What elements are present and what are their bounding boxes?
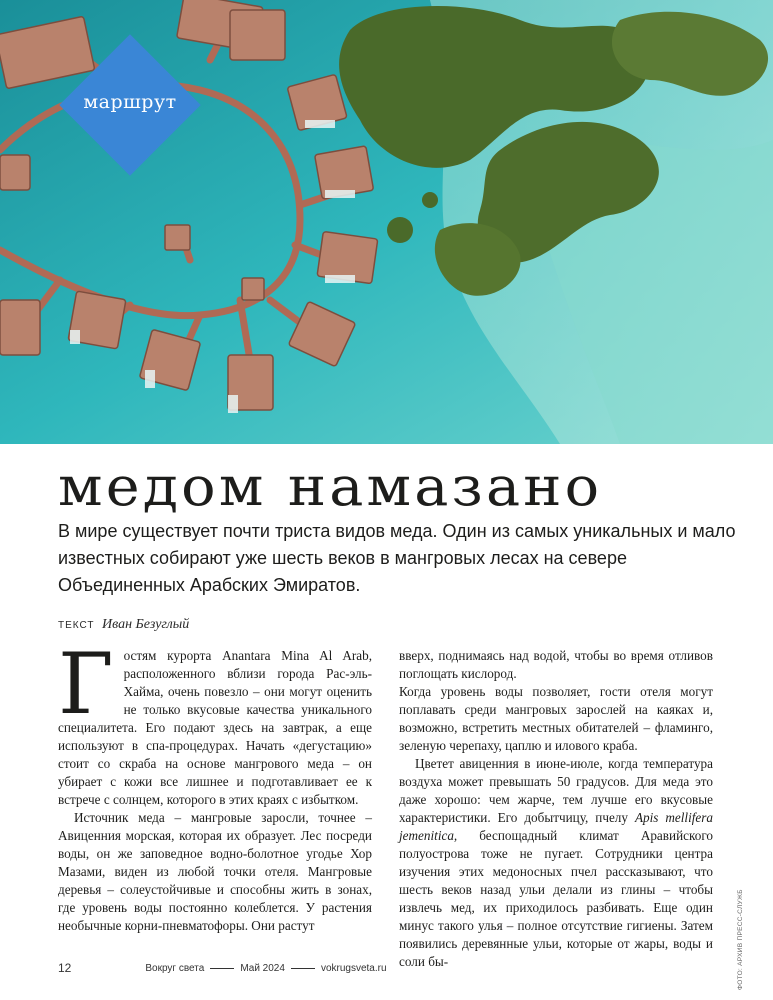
- text-column-left: [58, 635, 372, 935]
- paragraph-text: Цветет авиценния в июне-июле, когда температура воздуха может превышать 50 градусов. Для меда это даже хорошо: чем жарче, тем лучше его вкусовые характеристики. Его добытчицу, пчелу: [399, 756, 713, 825]
- paragraph-text: беспощадный климат Аравийского полуострова тоже не пугает. Сотрудники центра изучения этих медоносных пчел рассказывают, что шесть веков назад ульи делали из глины – чтобы извлечь мед, их приходилось разбивать. Еще один минус такого улья – полное отсутствие гигиены. Затем появились деревянные ульи, которые от жары, воды и соли бы-: [399, 828, 713, 969]
- paragraph: [399, 755, 713, 971]
- byline-label: ТЕКСТ: [58, 620, 95, 631]
- paragraph: Когда уровень воды позволяет, гости отеля могут поплавать среди мангровых зарослей на каяках и, возможно, встретить местных обитателей – фламинго, зеленую черепаху, цаплю и илового краба.: [399, 684, 713, 753]
- paragraph: [58, 635, 372, 809]
- photo-credit: ФОТО: АРХИВ ПРЕСС-СЛУЖБ: [737, 889, 744, 990]
- page-footer: [58, 961, 738, 975]
- author-name: Иван Безуглый: [102, 617, 190, 632]
- article-title: медом намазано: [58, 455, 603, 518]
- website-link[interactable]: vokrugsveta.ru: [320, 962, 387, 974]
- paragraph-text: остям курорта Anantara Mina Al Arab, расположенного вблизи города Рас-эль-Хайма, очень повезло – они могут оценить не только вкусовые качества уникального специалитета. Его подают здесь на завтрак, а еще используют в спа-процедурах. Начать «дегустацию» стоит со скраба на основе мангрового меда – он убирает с кожи все лишнее и подготавливает ее к встрече с солнцем, которого в этих краях с избытком.: [58, 648, 372, 807]
- rubric-badge: [60, 35, 200, 175]
- text-column-right: [399, 647, 713, 971]
- issue-date: Май 2024: [240, 962, 285, 974]
- drop-cap: Г: [58, 635, 114, 733]
- paragraph: Источник меда – мангровые заросли, точнее – Авиценния морская, которая их образует. Лес посреди воды, он же заповедное водно-болотное угодье Хор Мазами, виден из любой точки отеля. Мангровые деревья – солеустойчивые и способны жить в зонах, где уровень воды постоянно колеблется. У растения необычные корни-пневматофоры. Они растут: [58, 810, 372, 933]
- byline: [58, 617, 189, 633]
- species-name: Apis mellifera jemenitica,: [399, 810, 714, 843]
- paragraph: вверх, поднимаясь над водой, чтобы во время отливов поглощать кислород.: [399, 648, 713, 681]
- footer-divider: [291, 968, 315, 969]
- rubric-label: маршрут: [83, 91, 177, 113]
- page-number: 12: [58, 961, 72, 975]
- footer-divider: [210, 968, 234, 969]
- article-lead: В мире существует почти триста видов меда. Один из самых уникальных и мало известных собирают уже шесть веков в мангровых лесах на севере Объединенных Арабских Эмиратов.: [58, 521, 736, 595]
- magazine-name: Вокруг света: [145, 962, 205, 974]
